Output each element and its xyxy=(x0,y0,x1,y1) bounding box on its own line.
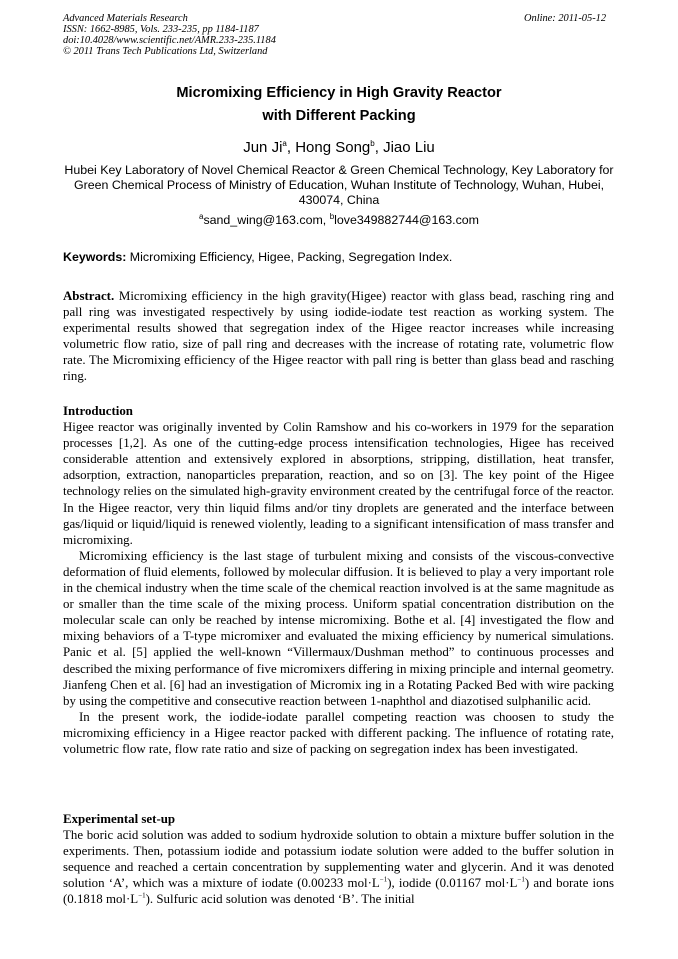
journal-header xyxy=(63,13,276,57)
journal-name: Advanced Materials Research xyxy=(63,13,188,24)
abstract-label: Abstract. xyxy=(63,289,115,303)
unit-exponent: −1 xyxy=(138,892,146,901)
keywords-label: Keywords: xyxy=(63,250,127,264)
experimental-paragraph xyxy=(63,827,614,907)
email-list xyxy=(63,213,615,228)
author-affiliation-mark: b xyxy=(370,139,375,148)
affiliation: Hubei Key Laboratory of Novel Chemical Reactor & Green Chemical Technology, Key Laboratory for Green Chemical Process of Ministry of Education, Wuhan Institute of Technology, Wuhan, Hubei, 430074, China xyxy=(64,163,614,207)
unit-exponent: −1 xyxy=(517,876,525,885)
doi-line: doi:10.4028/www.scientific.net/AMR.233-235.1184 xyxy=(63,35,276,46)
keywords xyxy=(63,250,615,265)
author-list xyxy=(63,139,615,157)
paper-title xyxy=(63,82,615,128)
intro-paragraph-3: In the present work, the iodide-iodate parallel competing reaction was choosen to study the micromixing efficiency in a Higee reactor packed with different packing. The influence of rotating rate, volumetric flow rate, flow rate ratio and size of packing on segregation index has been investigated. xyxy=(63,709,614,756)
experimental-text: ), iodide (0.01167 mol·L xyxy=(387,876,518,891)
section-heading-experimental: Experimental set-up xyxy=(63,812,176,826)
author-affiliation-mark: a xyxy=(282,139,287,148)
email-mark: b xyxy=(329,211,335,221)
keywords-text: Micromixing Efficiency, Higee, Packing, Segregation Index. xyxy=(126,250,453,264)
email-mark: a xyxy=(198,211,204,221)
experimental-text: ) and borate ions (0.1818 mol·L xyxy=(63,876,614,907)
experimental-text: The boric acid solution was added to sodium hydroxide solution to obtain a mixture buffer solution in the experiments. Then, potassium iodide and potassium iodate solution were added to the buffer solution in sequence and reached a certain concentration by supplementing water and glycerin. And it was denoted solution ‘A’, which was a mixture of iodate (0.00233 mol·L xyxy=(63,828,614,891)
unit-exponent: −1 xyxy=(379,876,388,885)
title-line-2: with Different Packing xyxy=(262,108,416,124)
abstract-text: Micromixing efficiency in the high gravity(Higee) reactor with glass bead, rasching ring and pall ring was investigated respectively by using iodide-iodate test reaction as working system. The experimental results showed that segregation index of the Higee reactor increases while increasing volumetric flow ratio, size of pall ring and decreases with the increase of rotating rate, volumetric flow rate. The Micromixing efficiency of the Higee reactor with pall ring is better than glass bead and rasching ring. xyxy=(63,289,614,384)
title-line-1: Micromixing Efficiency in High Gravity Reactor xyxy=(176,85,502,101)
intro-paragraph-2: Micromixing efficiency is the last stage of turbulent mixing and consists of the viscous-convective deformation of fluid elements, followed by molecular diffusion. It is believed to play a very important role in the chemical industry when the time scale of the chemical reaction involved is at the same magnitude as or smaller than the time scale of the mixing process. Uniform spatial concentration distribution on the molecular scale can only be reached by intense micromixing. Bothe et al. [4] investigated the flow and mixing behaviors of a T-type micromixer and evaluated the mixing efficiency by numerical simulations. Panic et al. [5] applied the well-known “Villermaux/Dushman method” to continuous processes and described the mixing performance of five micromixers differing in mixing principle and internal geometry. Jianfeng Chen et al. [6] had an investigation of Micromix ing in a Rotating Packed Bed with wire packing by using the competitive and consecutive reaction between 1-naphthol and diazotised sulphanilic acid. xyxy=(63,548,614,708)
author-name: Hong Song xyxy=(295,139,371,156)
online-date: Online: 2011-05-12 xyxy=(524,13,607,24)
author-separator: , xyxy=(286,139,296,156)
experimental-section xyxy=(63,811,614,908)
email-address: love349882744@163.com xyxy=(334,213,479,227)
copyright-line: © 2011 Trans Tech Publications Ltd, Switzerland xyxy=(63,46,268,57)
author-separator: , xyxy=(374,139,384,156)
experimental-text: ). Sulfuric acid solution was denoted ‘B’. The initial xyxy=(145,892,415,907)
section-heading-introduction: Introduction xyxy=(63,404,133,418)
email-separator: , xyxy=(322,213,330,227)
author-name: Jun Ji xyxy=(243,139,283,156)
email-address: sand_wing@163.com xyxy=(203,213,323,227)
introduction-section xyxy=(63,403,614,757)
issn-line: ISSN: 1662-8985, Vols. 233-235, pp 1184-1187 xyxy=(63,24,259,35)
abstract-section xyxy=(63,288,614,385)
author-name: Jiao Liu xyxy=(383,139,435,156)
intro-paragraph-1: Higee reactor was originally invented by Colin Ramshow and his co-workers in 1979 for the separation processes [1,2]. As one of the cutting-edge process intensification technologies, Higee has received considerable attention and extensively explored in absorptions, stripping, distillation, heat transfer, adsorption, extraction, nanoparticles preparation, reaction, and so on [3]. The key point of the Higee technology relies on the simulated high-gravity environment created by the centrifugal force of the reactor. In the Higee reactor, very thin liquid films and/or tiny droplets are generated and the interface between gas/liquid or liquid/liquid is renewed violently, leading to a significant intensification of mass transfer and micromixing. xyxy=(63,420,614,547)
